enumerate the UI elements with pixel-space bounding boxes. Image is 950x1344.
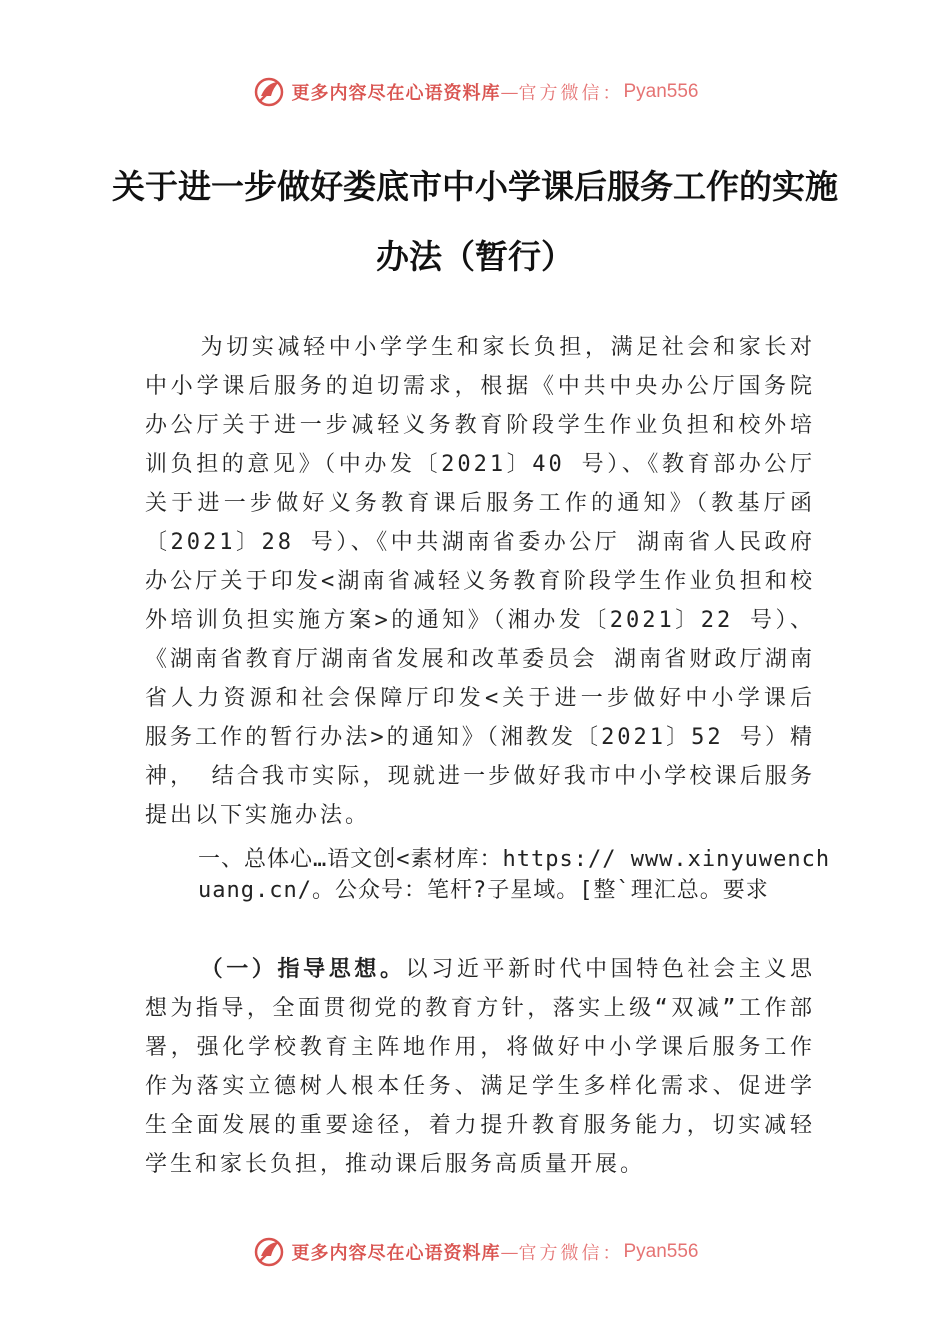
watermark-dash: — <box>500 1241 519 1263</box>
watermark-header <box>0 72 950 112</box>
subsection-lead: （一）指导思想。 <box>200 957 406 982</box>
watermark-wechat-label: 官方微信： <box>518 1243 624 1264</box>
watermark-footer <box>0 1232 950 1272</box>
document-title: 关于进一步做好娄底市中小学课后服务工作的实施办法（暂行） <box>112 167 838 276</box>
watermark-dash: — <box>500 81 519 103</box>
watermark-site: 更多内容尽在心语资料库 <box>291 1243 501 1264</box>
intro-text: 为切实减轻中小学学生和家长负担，满足社会和家长对中小学课后服务的迫切需求，根据《中共中央办公厅国务院办公厅关于进一步减轻义务教育阶段学生作业负担和校外培训负担的意见》（中办发〔2021〕40 号）、《教育部办公厅关于进一步做好义务教育课后服务工作的通知》（教基厅函〔2021〕28 号）、《中共湖南省委办公厅 湖南省人民政府办公厅关于印发<湖南省减轻义务教育阶段学生作业负担和校外培训负担实施方案>的通知》（湘办发〔2021〕22 号）、《湖南省教育厅湖南省发展和改革委员会 湖南省财政厅湖南省人力资源和社会保障厅印发<关于进一步做好中小学课后 服务工作的暂行办法>的通知》（湘教发〔2021〕52 号）精神， 结合我市实际，现就进一步做好我市中小学校课后服务提出以下实施办法。 <box>145 335 815 828</box>
intro-paragraph <box>145 328 815 835</box>
section-heading-1: 一、总体心…语文创<素材库：https:// www.xinyuwenchuang.cn/。公众号：笔杆?子星域。[整`理汇总。要求 <box>198 847 831 903</box>
watermark-wechat-id: Pyan556 <box>623 81 699 102</box>
brand-logo-icon <box>251 74 287 110</box>
brand-logo-icon <box>251 1234 287 1270</box>
subsection-body: 以习近平新时代中国特色社会主义思想为指导，全面贯彻党的教育方针，落实上级“双减”工作部署，强化学校教育主阵地作用，将做好中小学课后服务工作作为落实立德树人根本任务、满足学生多样化需求、促进学生全面发展的重要途径，着力提升教育服务能力，切实减轻学生和家长负担，推动课后服务高质量开展。 <box>145 957 815 1177</box>
watermark-wechat-label: 官方微信： <box>518 83 624 104</box>
watermark-wechat-id: Pyan556 <box>623 1241 699 1262</box>
watermark-site: 更多内容尽在心语资料库 <box>291 83 501 104</box>
guiding-ideology-paragraph <box>145 950 815 1184</box>
